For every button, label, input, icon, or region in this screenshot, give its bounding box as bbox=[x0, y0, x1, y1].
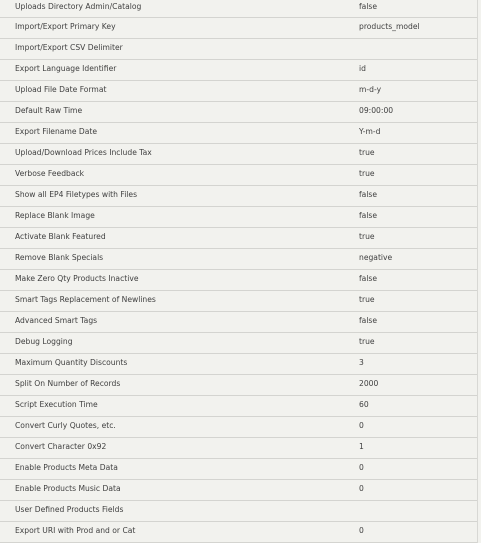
config-row[interactable] bbox=[0, 312, 477, 333]
config-row[interactable] bbox=[0, 459, 477, 480]
config-value: 09:00:00 bbox=[359, 106, 394, 115]
config-value: 0 bbox=[359, 526, 364, 535]
config-key: Replace Blank Image bbox=[15, 211, 95, 220]
config-key: Uploads Directory Admin/Catalog bbox=[15, 2, 142, 11]
config-value: true bbox=[359, 148, 375, 157]
config-row[interactable] bbox=[0, 480, 477, 501]
config-value: false bbox=[359, 190, 378, 199]
config-value: m-d-y bbox=[359, 85, 382, 94]
config-key: Import/Export Primary Key bbox=[15, 22, 116, 31]
config-key: Enable Products Meta Data bbox=[15, 463, 118, 472]
config-row[interactable] bbox=[0, 123, 477, 144]
config-row[interactable] bbox=[0, 249, 477, 270]
config-key: Debug Logging bbox=[15, 337, 73, 346]
config-value: true bbox=[359, 232, 375, 241]
config-row[interactable] bbox=[0, 165, 477, 186]
config-row[interactable] bbox=[0, 144, 477, 165]
config-row[interactable] bbox=[0, 396, 477, 417]
config-row[interactable] bbox=[0, 39, 477, 60]
config-key: Show all EP4 Filetypes with Files bbox=[15, 190, 138, 199]
config-key: Export Language Identifier bbox=[15, 64, 117, 73]
config-value: 0 bbox=[359, 484, 364, 493]
config-row[interactable] bbox=[0, 522, 477, 543]
config-key: Import/Export CSV Delimiter bbox=[15, 43, 123, 52]
config-row[interactable] bbox=[0, 81, 477, 102]
config-value: false bbox=[359, 211, 378, 220]
config-key: Default Raw Time bbox=[15, 106, 83, 115]
config-row[interactable] bbox=[0, 270, 477, 291]
config-key: Script Execution Time bbox=[15, 400, 98, 409]
config-key: User Defined Products Fields bbox=[15, 505, 124, 514]
config-row[interactable] bbox=[0, 333, 477, 354]
config-key: Make Zero Qty Products Inactive bbox=[15, 274, 139, 283]
config-value: 0 bbox=[359, 463, 364, 472]
config-value: Y-m-d bbox=[359, 127, 381, 136]
config-key: Convert Character 0x92 bbox=[15, 442, 107, 451]
config-row[interactable] bbox=[0, 207, 477, 228]
config-key: Activate Blank Featured bbox=[15, 232, 106, 241]
config-key: Enable Products Music Data bbox=[15, 484, 121, 493]
config-key: Remove Blank Specials bbox=[15, 253, 104, 262]
config-key: Maximum Quantity Discounts bbox=[15, 358, 128, 367]
config-value: true bbox=[359, 337, 375, 346]
config-value: 2000 bbox=[359, 379, 379, 388]
config-value: negative bbox=[359, 253, 393, 262]
config-value: products_model bbox=[359, 22, 420, 31]
config-row[interactable] bbox=[0, 375, 477, 396]
config-value: 3 bbox=[359, 358, 364, 367]
config-row[interactable] bbox=[0, 60, 477, 81]
config-key: Smart Tags Replacement of Newlines bbox=[15, 295, 156, 304]
config-key: Convert Curly Quotes, etc. bbox=[15, 421, 116, 430]
config-value: 1 bbox=[359, 442, 364, 451]
config-key: Advanced Smart Tags bbox=[15, 316, 98, 325]
config-value: id bbox=[359, 64, 366, 73]
config-key: Export URI with Prod and or Cat bbox=[15, 526, 136, 535]
config-row[interactable] bbox=[0, 0, 477, 18]
config-row[interactable] bbox=[0, 438, 477, 459]
config-value: true bbox=[359, 169, 375, 178]
config-value: false bbox=[359, 316, 378, 325]
config-value: false bbox=[359, 2, 378, 11]
config-row[interactable] bbox=[0, 291, 477, 312]
config-row[interactable] bbox=[0, 18, 477, 39]
config-value: 0 bbox=[359, 421, 364, 430]
config-row[interactable] bbox=[0, 354, 477, 375]
config-key: Verbose Feedback bbox=[15, 169, 85, 178]
config-value: 60 bbox=[359, 400, 369, 409]
config-key: Upload/Download Prices Include Tax bbox=[15, 148, 152, 157]
config-value: true bbox=[359, 295, 375, 304]
config-row[interactable] bbox=[0, 501, 477, 522]
config-key: Upload File Date Format bbox=[15, 85, 107, 94]
config-row[interactable] bbox=[0, 417, 477, 438]
config-value: false bbox=[359, 274, 378, 283]
config-key: Export Filename Date bbox=[15, 127, 98, 136]
config-key: Split On Number of Records bbox=[15, 379, 121, 388]
config-row[interactable] bbox=[0, 102, 477, 123]
config-row[interactable] bbox=[0, 186, 477, 207]
config-row[interactable] bbox=[0, 228, 477, 249]
